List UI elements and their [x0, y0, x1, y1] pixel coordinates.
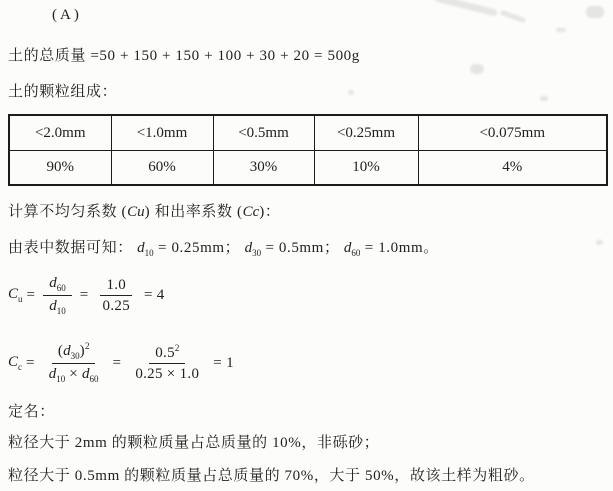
table-value-row — [9, 151, 607, 186]
table-header-cell: <0.5mm — [213, 115, 314, 151]
cu-numeric-fraction: $\frac{1.0}{0.25}$ — [97, 276, 136, 315]
equals-sign: = — [26, 286, 36, 303]
cc-symbol: Cc — [242, 204, 260, 220]
cc-numeric-fraction: $\frac{0.5^2}{0.25 \times 1.0}$ — [135, 343, 200, 382]
naming-line-2: 粒径大于 0.5mm 的颗粒质量占总质量的 70%，大于 50%，故该土样为粗砂。 — [8, 468, 535, 484]
scan-noise — [556, 28, 566, 32]
table-value-cell: 60% — [111, 151, 213, 186]
cc-symbolic-fraction: $\frac{(d_{30})^2}{d_{10} \times d_{60}}$ — [48, 341, 99, 384]
coefficient-intro-line — [8, 200, 280, 221]
d10-value: = 0.25mm； — [158, 240, 241, 256]
table-value-cell: 10% — [314, 151, 418, 186]
cu-symbolic-fraction: $\frac{d_{60}}{d_{10}}$ — [43, 274, 72, 317]
d10-variable: $d_{10}$ — [137, 240, 154, 258]
table-value-cell: 30% — [213, 151, 314, 186]
table-value-cell: 4% — [418, 151, 607, 186]
naming-line-1: 粒径大于 2mm 的颗粒质量占总质量的 10%，非砾砂； — [8, 435, 380, 451]
table-header-row — [9, 115, 607, 151]
scan-noise — [596, 240, 603, 245]
cu-result: = 4 — [144, 286, 165, 303]
particle-composition-table — [8, 114, 608, 186]
coeff-intro-text: 计算不均匀系数 ( — [8, 204, 128, 220]
table-value-cell: 90% — [9, 151, 111, 186]
scan-noise — [540, 96, 548, 101]
d60-value: = 1.0mm。 — [364, 240, 439, 256]
scan-noise — [348, 90, 354, 95]
table-header-cell: <0.075mm — [418, 115, 607, 151]
cc-result: = 1 — [213, 354, 234, 371]
cc-formula — [8, 334, 238, 392]
d60-variable: $d_{60}$ — [343, 240, 361, 258]
table-header-cell: <1.0mm — [111, 115, 213, 151]
section-label: (A) — [52, 7, 82, 23]
composition-heading: 土的颗粒组成： — [8, 84, 118, 100]
equals-sign: = — [79, 286, 89, 303]
scan-noise — [500, 10, 526, 24]
table-header-cell: <2.0mm — [9, 115, 111, 151]
scan-noise — [586, 6, 604, 18]
total-mass-line: 土的总质量 =50 + 150 + 150 + 100 + 30 + 20 = 500g — [8, 48, 360, 64]
naming-heading: 定名： — [8, 404, 55, 420]
coeff-intro-text: )： — [259, 204, 281, 220]
cu-lhs: $C_u$ — [8, 286, 23, 304]
table-header-cell: <0.25mm — [314, 115, 418, 151]
coeff-intro-text: ) 和出率系数 ( — [144, 204, 243, 220]
equals-sign: = — [26, 354, 35, 371]
d30-variable: $d_{30}$ — [244, 240, 262, 258]
cu-symbol: Cu — [127, 204, 145, 220]
known-prefix: 由表中数据可知： — [8, 240, 133, 256]
cu-formula — [8, 268, 169, 322]
d30-value: = 0.5mm； — [265, 240, 340, 256]
equals-sign: = — [112, 354, 122, 371]
cc-lhs: $C_c$ — [8, 354, 23, 372]
scan-noise — [470, 64, 484, 74]
known-data-line — [8, 236, 439, 258]
scan-noise — [434, 0, 498, 17]
